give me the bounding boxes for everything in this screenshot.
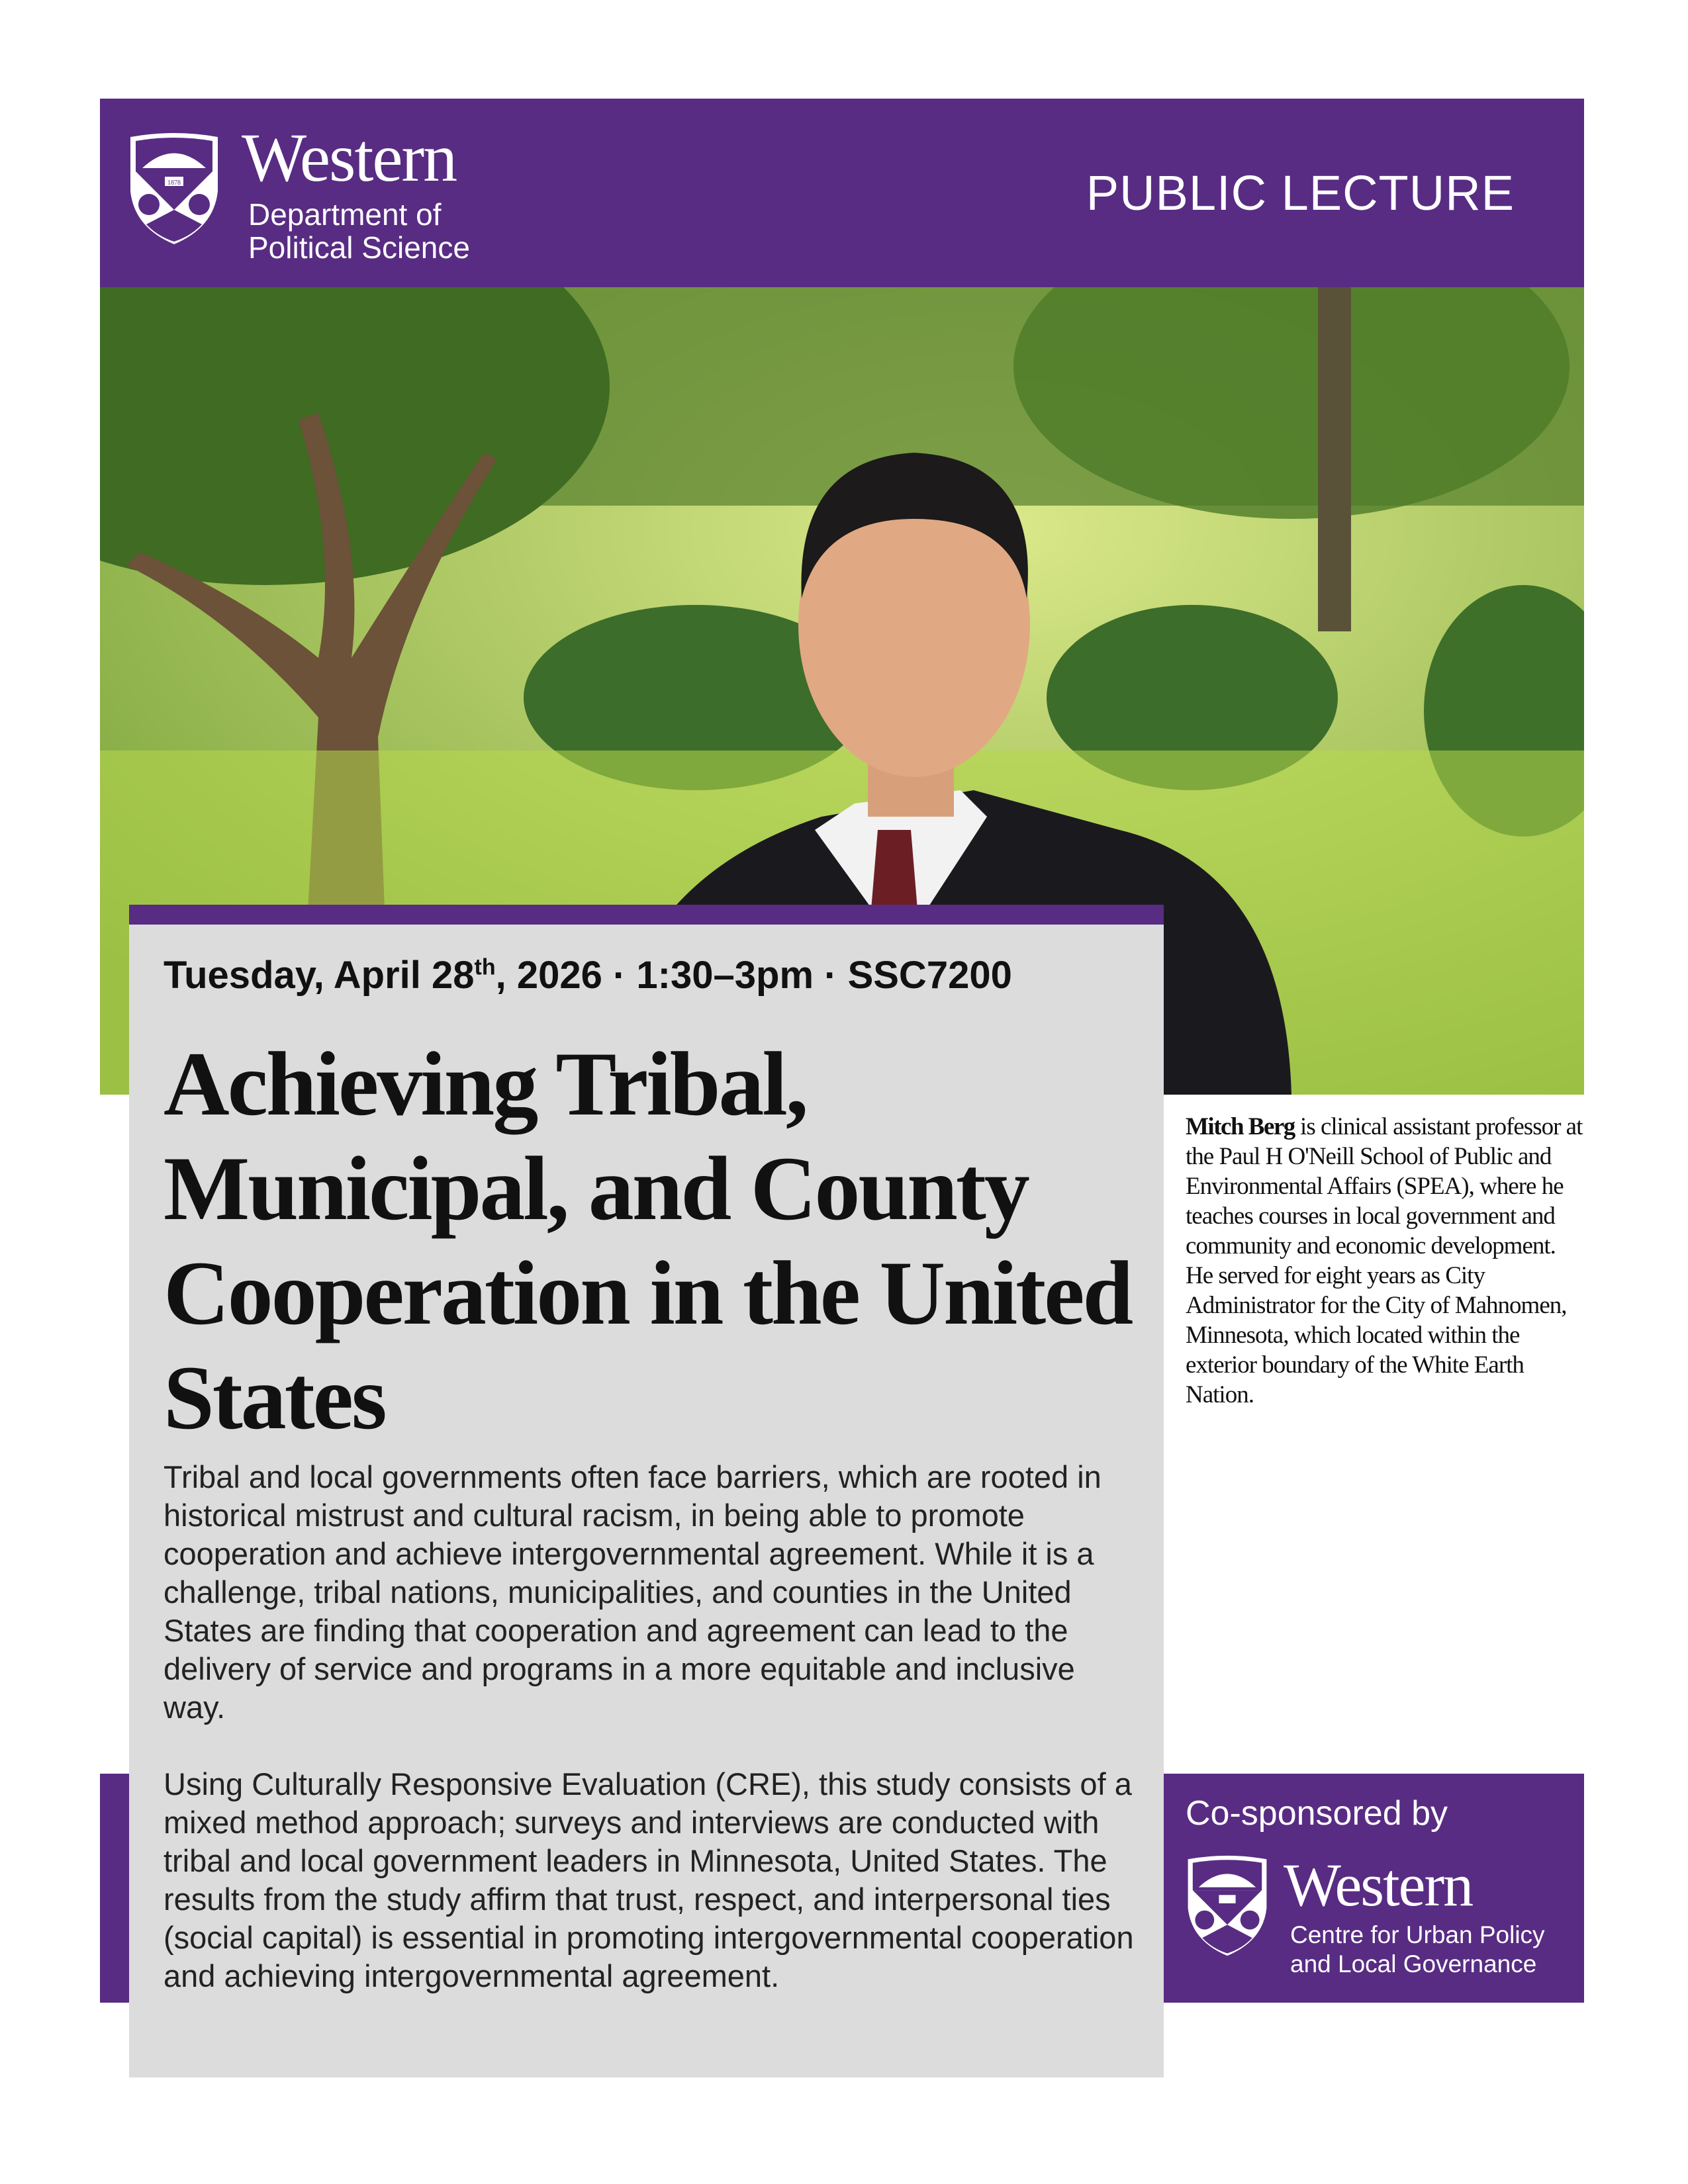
event-time-location: , 2026 · 1:30–3pm · SSC7200 (495, 954, 1012, 997)
speaker-name: Mitch Berg (1186, 1113, 1295, 1140)
sponsor-line-1: Centre for Urban Policy (1290, 1921, 1545, 1948)
event-type-label: PUBLIC LECTURE (1086, 165, 1515, 220)
cosponsor-panel (1163, 1774, 1584, 2003)
description-paragraph-1: Tribal and local governments often face barriers, which are rooted in historical mistrust and cultural racism, in being able to promote cooperation and achieve intergovernmental agreement. While it is a challenge, tribal nations, municipalities, and counties in the United States are finding that cooperation and agreement can lead to the delivery of service and programs in a more equitable and inclusive way. (164, 1459, 1102, 1725)
event-date: Tuesday, April 28 (164, 954, 475, 997)
header-banner (100, 99, 1584, 288)
event-details-content (164, 952, 1143, 1995)
event-date-time-location (164, 952, 1143, 999)
western-shield-logo (128, 132, 220, 246)
date-suffix: th (474, 954, 496, 980)
svg-text:1878: 1878 (167, 179, 181, 187)
speaker-bio-text: is clinical assistant professor at the Paul H O'Neill School of Public and Environmental Affairs (SPEA), where he teaches courses in local government and community and economic development. He served for eight years as City Administrator for the City of Mahnomen, Minnesota, which located within the exterior boundary of the White Earth Nation. (1186, 1113, 1583, 1408)
western-wordmark: Western (242, 120, 457, 196)
event-details-panel (129, 905, 1164, 2077)
sponsor-name (1290, 1921, 1545, 1979)
sponsor-line-2: and Local Governance (1290, 1950, 1537, 1978)
western-shield-logo-sponsor (1186, 1854, 1269, 1957)
panel-accent-bar (129, 905, 1164, 925)
speaker-bio (1186, 1112, 1583, 1410)
department-line-2: Political Science (248, 230, 470, 265)
department-line-1: Department of (248, 197, 442, 232)
department-name (248, 198, 470, 264)
cosponsor-label: Co-sponsored by (1186, 1794, 1448, 1833)
lecture-title: Achieving Tribal, Municipal, and County Cooperation in the United States (164, 1033, 1132, 1448)
description-paragraph-2: Using Culturally Responsive Evaluation (CRE), this study consists of a mixed method approach; surveys and interviews are conducted with tribal and local government leaders in Minnesota, United States. The results from the study affirm that trust, respect, and interpersonal ties (social capital) is essential in promoting intergovernmental cooperation and achieving intergovernmental agreement. (164, 1766, 1134, 1993)
sponsor-wordmark: Western (1284, 1851, 1473, 1919)
